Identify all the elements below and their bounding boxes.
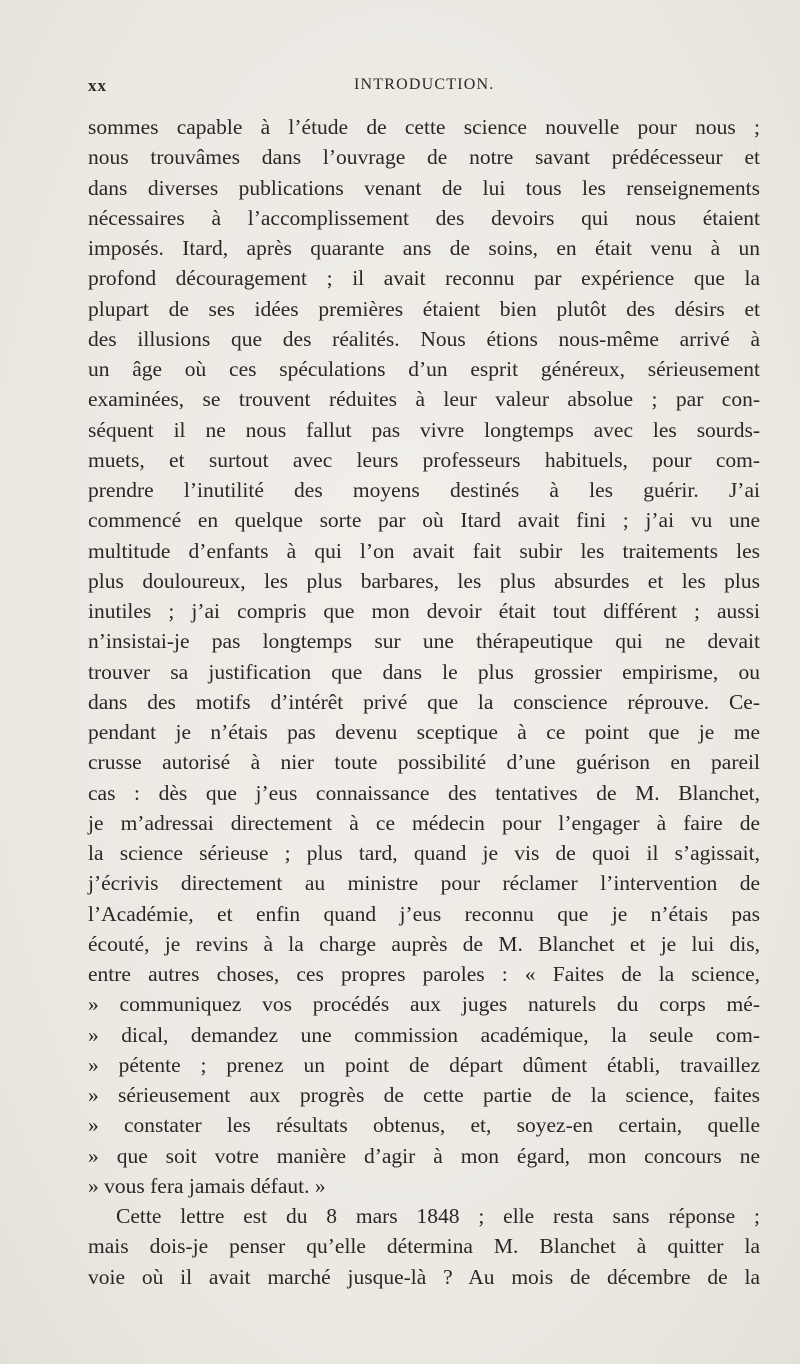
body-text (88, 112, 760, 1292)
text-line: imposés. Itard, après quarante ans de soins, en était venu à un (88, 236, 760, 260)
text-line: je m’adressai directement à ce médecin pour l’engager à faire de (88, 810, 760, 835)
text-line: l’Académie, et enfin quand j’eus reconnu que je n’étais pas (88, 901, 760, 926)
text-line: muets, et surtout avec leurs professeurs habituels, pour com- (88, 447, 760, 472)
text-line: un âge où ces spéculations d’un esprit généreux, sérieusement (88, 357, 760, 381)
text-line: nous trouvâmes dans l’ouvrage de notre savant prédécesseur et (88, 145, 760, 170)
text-line: j’écrivis directement au ministre pour réclamer l’intervention de (88, 871, 760, 896)
text-line: commencé en quelque sorte par où Itard avait fini ; j’ai vu une (88, 508, 760, 533)
text-line: Cette lettre est du 8 mars 1848 ; elle resta sans réponse ; (116, 1204, 760, 1228)
text-line: » sérieusement aux progrès de cette partie de la science, faites (88, 1083, 760, 1107)
text-line: voie où il avait marché jusque-là ? Au mois de décembre de la (88, 1264, 760, 1289)
text-line: dans diverses publications venant de lui tous les renseignements (88, 175, 760, 200)
text-line: multitude d’enfants à qui l’on avait fait subir les traitements les (88, 538, 760, 563)
text-line: cas : dès que j’eus connaissance des tentatives de M. Blanchet, (88, 780, 760, 805)
text-line: sommes capable à l’étude de cette science nouvelle pour nous ; (88, 115, 760, 139)
text-line: inutiles ; j’ai compris que mon devoir était tout différent ; aussi (88, 599, 760, 623)
text-line: la science sérieuse ; plus tard, quand je vis de quoi il s’agissait, (88, 841, 760, 865)
text-line: entre autres choses, ces propres paroles : « Faites de la science, (88, 962, 760, 986)
text-line: » constater les résultats obtenus, et, soyez-en certain, quelle (88, 1113, 760, 1138)
text-line: crusse autorisé à nier toute possibilité d’une guérison en pareil (88, 750, 760, 775)
text-line: n’insistai-je pas longtemps sur une thérapeutique qui ne devait (88, 629, 760, 654)
text-line: des illusions que des réalités. Nous étions nous-même arrivé à (88, 326, 760, 351)
text-line: trouver sa justification que dans le plus grossier empirisme, ou (88, 659, 760, 684)
text-line: dans des motifs d’intérêt privé que la conscience réprouve. Ce- (88, 689, 760, 714)
text-line: séquent il ne nous fallut pas vivre longtemps avec les sourds- (88, 417, 760, 442)
text-line: » dical, demandez une commission académique, la seule com- (88, 1022, 760, 1047)
text-line: mais dois-je penser qu’elle détermina M. Blanchet à quitter la (88, 1234, 760, 1259)
text-line: examinées, se trouvent réduites à leur valeur absolue ; par con- (88, 387, 760, 412)
text-line: pendant je n’étais pas devenu sceptique à ce point que je me (88, 720, 760, 744)
text-line: prendre l’inutilité des moyens destinés à les guérir. J’ai (88, 478, 760, 502)
text-line: nécessaires à l’accomplissement des devoirs qui nous étaient (88, 205, 760, 230)
text-line: » que soit votre manière d’agir à mon égard, mon concours ne (88, 1143, 760, 1168)
running-title: INTRODUCTION. (354, 76, 495, 93)
text-line: plupart de ses idées premières étaient bien plutôt des désirs et (88, 296, 760, 321)
text-line: » vous fera jamais défaut. » (88, 1173, 326, 1198)
text-line: » pétente ; prenez un point de départ dûment établi, travaillez (88, 1052, 760, 1077)
running-head (88, 76, 760, 100)
page-number: xx (88, 76, 107, 95)
text-line: profond découragement ; il avait reconnu par expérience que la (88, 266, 760, 291)
text-line: écouté, je revins à la charge auprès de M. Blanchet et je lui dis, (88, 931, 760, 956)
text-line: plus douloureux, les plus barbares, les plus absurdes et les plus (88, 568, 760, 593)
text-line: » communiquez vos procédés aux juges naturels du corps mé- (88, 992, 760, 1017)
